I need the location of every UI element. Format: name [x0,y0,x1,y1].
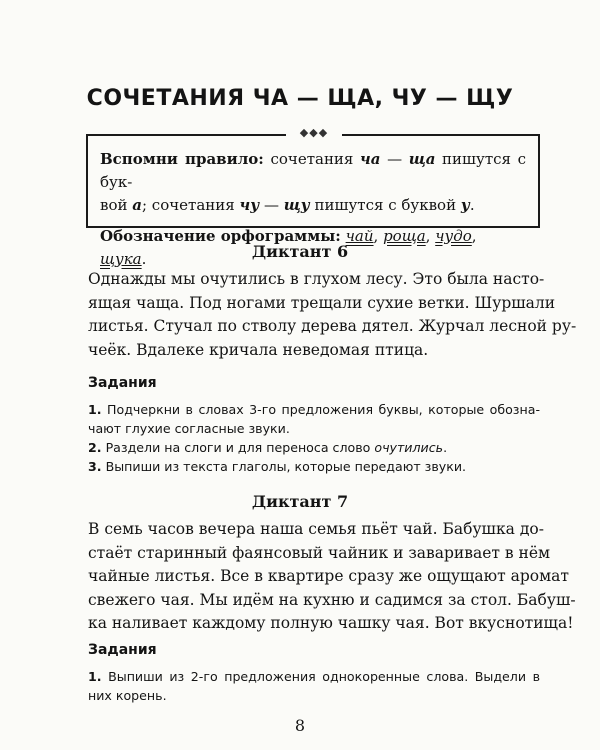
text-line: свежего чая. Мы идём на кухню и садимся за стол. Бабуш- [88,590,576,609]
task-item-cont: чают глухие согласные звуки. [88,421,290,436]
example-word: чудо [435,227,472,245]
task-item: 2. Раздели на слоги и для переноса слово очутились. [88,440,448,455]
dictation-6-heading: Диктант 6 [251,242,349,261]
rule-label: Вспомни правило: [100,150,264,168]
example-word: щука [100,250,142,268]
dictation-7-heading: Диктант 7 [251,492,349,511]
tasks-list-7 [88,667,540,705]
text-line: В семь часов вечера наша семья пьёт чай. Бабушка до- [88,520,544,538]
rule-line-2: вой а; сочетания чу — щу пишутся с буквой у. [100,196,475,214]
text-line: ка наливает каждому полную чашку чая. Вот вкуснотища! [88,614,574,632]
page-number: 8 [294,716,306,735]
rule-line-1: Вспомни правило: сочетания ча — ща пишутся с бук- [100,150,526,191]
decorative-ornament-icon: ◆◆◆ [286,124,342,142]
page-title: СОЧЕТАНИЯ ЧА — ЩА, ЧУ — ЩУ [86,86,514,111]
orthogram-line: Обозначение орфограммы: чай, роща, чудо, щука. [100,227,477,268]
example-word: чай [345,227,374,245]
task-item-cont: них корень. [88,688,167,703]
text-line: стаёт старинный фаянсовый чайник и заваривает в нём [88,543,551,562]
text-line: Однажды мы очутились в глухом лесу. Это была насто- [88,270,545,288]
text-line: ящая чаща. Под ногами трещали сухие ветки. Шуршали [88,293,556,312]
tasks-heading-7: Задания [88,642,157,658]
text-line: чеёк. Вдалеке кричала неведомая птица. [88,340,429,359]
text-line: чайные листья. Все в квартире сразу же ощущают аромат [88,567,569,585]
dictation-6-text [88,268,577,362]
tasks-heading-6: Задания [88,375,157,391]
task-item: 1. Выпиши из 2-го предложения однокоренные слова. Выдели в [88,669,540,684]
text-line: листья. Стучал по стволу дерева дятел. Журчал лесной ру- [88,317,577,335]
dictation-7-text [88,518,576,636]
task-item: 3. Выпиши из текста глаголы, которые передают звуки. [88,459,467,474]
task-item: 1. Подчеркни в словах 3-го предложения буквы, которые обозна- [88,402,540,417]
orthogram-label: Обозначение орфограммы: [100,227,341,245]
example-word: роща [383,227,426,245]
tasks-list-6 [88,400,540,476]
